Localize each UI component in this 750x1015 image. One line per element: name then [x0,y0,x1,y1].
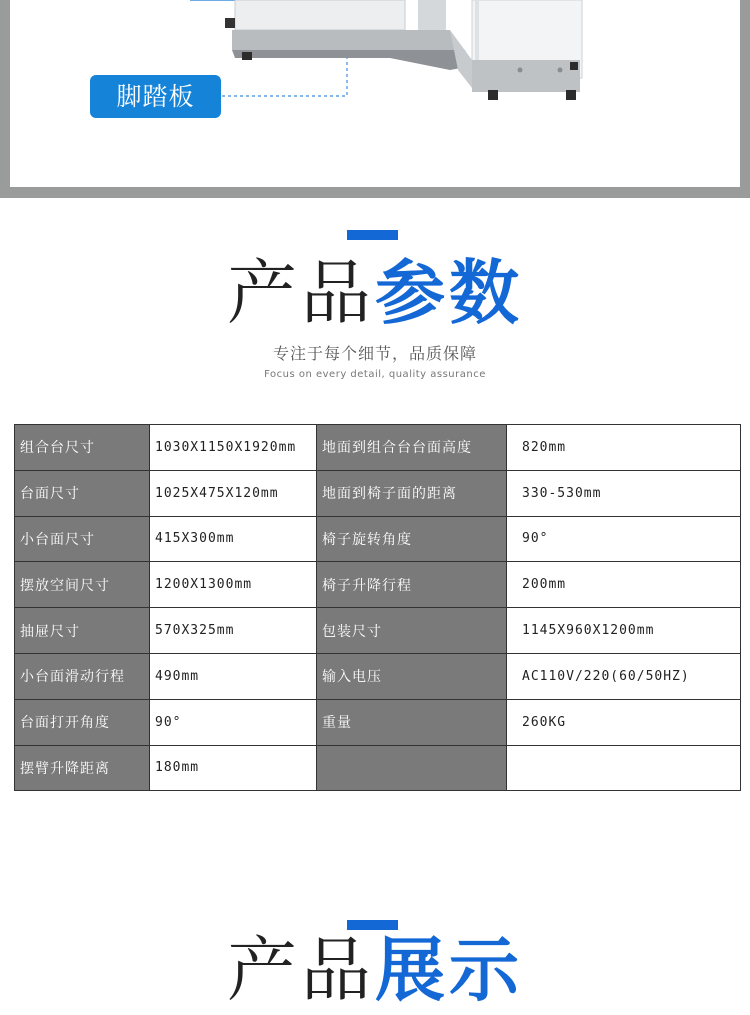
table-row [15,470,741,516]
spec-key: 摆放空间尺寸 [15,562,150,608]
spec-key: 地面到椅子面的距离 [317,470,507,516]
spec-key: 地面到组合台台面高度 [317,425,507,471]
spec-value: 90° [507,516,741,562]
table-row [15,516,741,562]
spec-value: 1030X1150X1920mm [150,425,317,471]
spec-value: 200mm [507,562,741,608]
section-title-accent: 参数 [375,252,523,334]
table-row [15,562,741,608]
spec-value: 260KG [507,699,741,745]
spec-value: 1200X1300mm [150,562,317,608]
spec-key: 摆臂升降距离 [15,745,150,791]
spec-key: 台面尺寸 [15,470,150,516]
spec-value [507,745,741,791]
spec-value: AC110V/220(60/50HZ) [507,653,741,699]
pedal-callout-label: 脚踏板 [90,75,221,118]
spec-value: 415X300mm [150,516,317,562]
table-row [15,699,741,745]
section-title-plain: 产品 [227,252,375,334]
spec-key: 重量 [317,699,507,745]
spec-value: 180mm [150,745,317,791]
table-row [15,653,741,699]
spec-value: 570X325mm [150,608,317,654]
spec-key: 输入电压 [317,653,507,699]
spec-key [317,745,507,791]
spec-key: 抽屉尺寸 [15,608,150,654]
next-section-title-accent: 展示 [375,929,523,1011]
spec-key: 台面打开角度 [15,699,150,745]
next-section-title-plain: 产品 [227,929,375,1011]
table-row [15,425,741,471]
next-section-title [0,925,750,1015]
section-accent-bar [347,230,398,240]
spec-value: 1145X960X1200mm [507,608,741,654]
spec-value: 490mm [150,653,317,699]
spec-value: 1025X475X120mm [150,470,317,516]
table-row [15,745,741,791]
section-subtitle-en: Focus on every detail, quality assurance [264,369,486,380]
product-photo-band [0,0,750,198]
spec-key: 椅子升降行程 [317,562,507,608]
spec-key: 小台面尺寸 [15,516,150,562]
spec-value: 820mm [507,425,741,471]
section-title [0,248,750,338]
section-subtitle: 专注于每个细节，品质保障 [272,344,477,363]
product-photo [10,0,740,187]
spec-key: 椅子旋转角度 [317,516,507,562]
table-row [15,608,741,654]
spec-value: 330-530mm [507,470,741,516]
spec-key: 小台面滑动行程 [15,653,150,699]
spec-value: 90° [150,699,317,745]
spec-key: 组合台尺寸 [15,425,150,471]
spec-key: 包装尺寸 [317,608,507,654]
spec-table [14,424,741,791]
